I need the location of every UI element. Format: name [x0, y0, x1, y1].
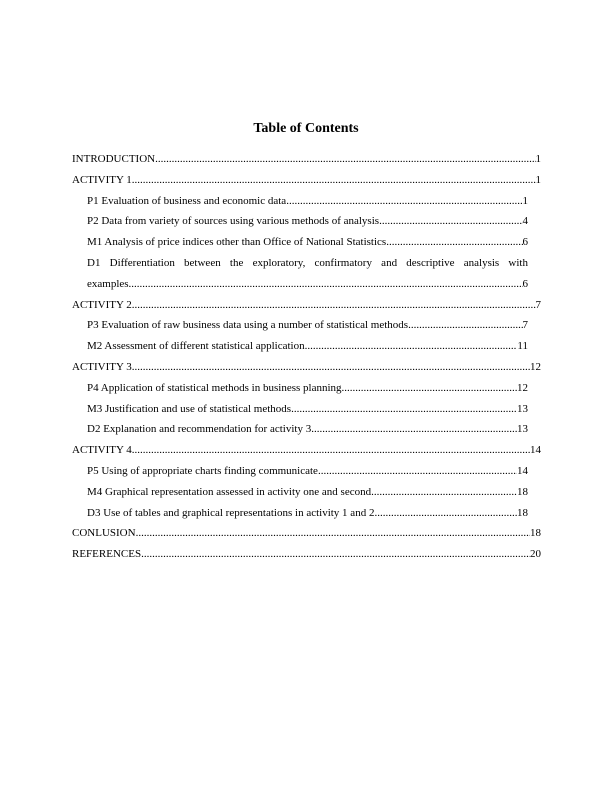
toc-entry-p5[interactable]	[87, 461, 528, 482]
toc-entry-label: P4 Application of statistical methods in business planning	[87, 381, 342, 394]
toc-entry-conclusion[interactable]	[72, 523, 541, 544]
toc-leader-dots	[136, 523, 530, 544]
toc-entry-label: ACTIVITY 4	[72, 444, 132, 457]
toc-page-number: 18	[530, 527, 541, 540]
toc-leader-dots	[141, 544, 530, 565]
toc-leader-dots	[132, 357, 530, 378]
toc-entry-label: REFERENCES	[72, 548, 142, 561]
toc-leader-dots	[408, 315, 522, 336]
toc-page-number: 6	[522, 236, 528, 249]
toc-entry-m3[interactable]	[87, 399, 528, 420]
toc-entry-p3[interactable]	[87, 315, 528, 336]
toc-entry-m1[interactable]	[87, 232, 528, 253]
toc-page-number: 18	[517, 506, 528, 519]
toc-page-number: 12	[517, 381, 528, 394]
toc-leader-dots	[311, 419, 517, 440]
toc-entry-label: P3 Evaluation of raw business data using a number of statistical methods	[87, 319, 409, 332]
toc-leader-dots	[318, 461, 517, 482]
toc-entry-p4[interactable]	[87, 378, 528, 399]
toc-entry-label: ACTIVITY 1	[72, 173, 132, 186]
toc-leader-dots	[132, 440, 530, 461]
toc-entry-p2[interactable]	[87, 211, 528, 232]
toc-entry-activity-3[interactable]	[72, 357, 541, 378]
toc-entry-label: M2 Assessment of different statistical application	[87, 340, 305, 353]
toc-leader-dots	[342, 378, 517, 399]
toc-leader-dots	[155, 149, 535, 170]
toc-leader-dots	[132, 295, 536, 316]
toc-leader-dots	[371, 482, 517, 503]
toc-entry-label-line-2: examples	[87, 277, 129, 290]
toc-leader-dots	[305, 336, 518, 357]
toc-leader-dots	[379, 211, 522, 232]
toc-entry-introduction[interactable]	[72, 149, 541, 170]
toc-leader-dots	[132, 170, 536, 191]
toc-entry-d3[interactable]	[87, 503, 528, 524]
toc-leader-dots	[129, 274, 523, 295]
toc-entry-label: ACTIVITY 2	[72, 298, 132, 311]
toc-page-number: 18	[517, 485, 528, 498]
toc-entry-label: INTRODUCTION	[72, 153, 156, 165]
toc-page-number: 1	[522, 194, 528, 207]
toc-page-number: 13	[517, 423, 528, 436]
toc-entry-label: M3 Justification and use of statistical methods	[87, 402, 292, 415]
toc-entry-label: P1 Evaluation of business and economic data	[87, 194, 287, 207]
toc-page-number: 20	[530, 548, 541, 561]
toc-page-number: 1	[535, 173, 541, 186]
toc-page-number: 1	[535, 153, 541, 165]
toc-page-number: 14	[530, 444, 541, 457]
toc-page-number: 14	[517, 464, 528, 477]
toc-entry-p1[interactable]	[87, 191, 528, 212]
toc-page-number: 6	[522, 277, 528, 290]
toc-title: Table of Contents	[253, 121, 359, 136]
toc-page-number: 13	[517, 402, 528, 415]
toc-entry-label: P5 Using of appropriate charts finding communicate	[87, 464, 318, 477]
toc-leader-dots	[286, 191, 522, 212]
toc-entry-m4[interactable]	[87, 482, 528, 503]
table-of-contents	[72, 149, 541, 565]
toc-entry-m2[interactable]	[87, 336, 528, 357]
toc-entry-references[interactable]	[72, 544, 541, 565]
toc-entry-activity-4[interactable]	[72, 440, 541, 461]
toc-leader-dots	[374, 503, 517, 524]
toc-entry-d1[interactable]	[87, 253, 528, 295]
toc-entry-line-2	[87, 274, 528, 295]
toc-entry-label: M1 Analysis of price indices other than Office of National Statistics	[87, 236, 387, 249]
toc-entry-activity-2[interactable]	[72, 295, 541, 316]
toc-entry-label: D3 Use of tables and graphical representations in activity 1 and 2	[87, 506, 375, 519]
toc-page-number: 7	[522, 319, 528, 332]
toc-leader-dots	[386, 232, 522, 253]
toc-entry-d2[interactable]	[87, 419, 528, 440]
toc-entry-label-line-1: D1 Differentiation between the exploratory, confirmatory and descriptive analysis with	[87, 256, 528, 269]
toc-page-number: 12	[530, 360, 541, 373]
toc-page-number: 4	[522, 215, 528, 228]
toc-entry-label: CONLUSION	[72, 527, 136, 540]
toc-entry-label: P2 Data from variety of sources using various methods of analysis	[87, 215, 380, 228]
toc-leader-dots	[291, 399, 517, 420]
toc-entry-label: ACTIVITY 3	[72, 360, 132, 373]
toc-page-number: 7	[535, 298, 541, 311]
toc-page-number: 11	[517, 340, 528, 353]
toc-entry-activity-1[interactable]	[72, 170, 541, 191]
toc-entry-label: D2 Explanation and recommendation for activity 3	[87, 423, 312, 436]
toc-entry-label: M4 Graphical representation assessed in activity one and second	[87, 485, 372, 498]
